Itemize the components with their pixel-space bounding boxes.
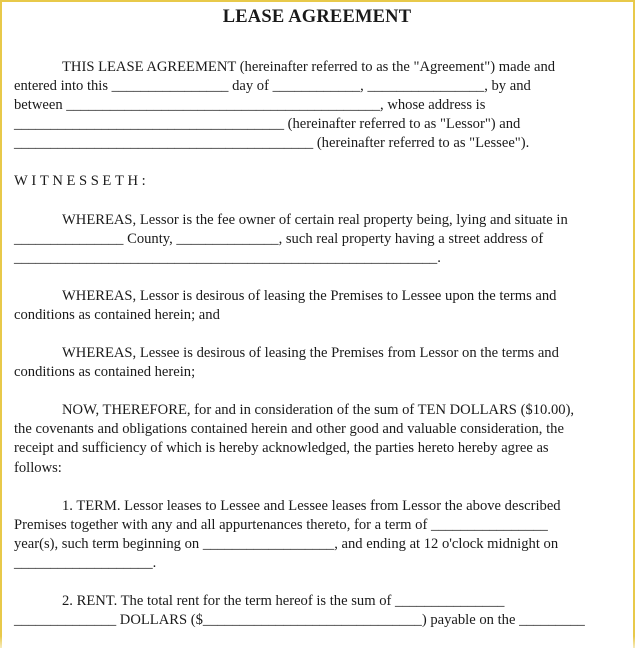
term-line-1: 1. TERM. Lessor leases to Lessee and Lessee leases from Lessor the above described	[62, 497, 561, 514]
whereas-1-line-3: __________________________________________________________.	[14, 249, 441, 266]
whereas-paragraph-1	[14, 211, 620, 268]
intro-line-2: entered into this ________________ day of ____________, ________________, by and	[14, 78, 531, 95]
intro-line-4: _____________________________________ (hereinafter referred to as "Lessor") and	[14, 116, 521, 133]
whereas-2-line-2: conditions as contained herein; and	[14, 306, 220, 323]
whereas-3-line-2: conditions as contained herein;	[14, 364, 196, 381]
now-therefore-paragraph	[14, 401, 620, 477]
intro-line-5: _________________________________________ (hereinafter referred to as "Lessee").	[14, 135, 530, 152]
rent-line-2: ______________ DOLLARS ($______________________________) payable on the _________	[14, 612, 585, 629]
page-fade	[0, 636, 635, 650]
lease-document	[14, 0, 620, 630]
whereas-paragraph-2	[14, 287, 620, 325]
rent-line-1: 2. RENT. The total rent for the term hereof is the sum of _______________	[62, 592, 505, 609]
term-clause	[14, 497, 620, 573]
term-line-4: ___________________.	[14, 554, 157, 571]
term-line-3: year(s), such term beginning on __________________, and ending at 12 o'clock midnight on	[14, 535, 559, 552]
term-line-2: Premises together with any and all appurtenances thereto, for a term of ________________	[14, 516, 548, 533]
now-therefore-line-3: receipt and sufficiency of which is hereby acknowledged, the parties hereto hereby agree as	[14, 440, 549, 457]
whereas-paragraph-3	[14, 344, 620, 382]
intro-paragraph	[14, 58, 620, 153]
rent-clause	[14, 592, 620, 630]
whereas-1-line-2: _______________ County, ______________, such real property having a street address of	[14, 230, 544, 247]
now-therefore-line-1: NOW, THEREFORE, for and in consideration of the sum of TEN DOLLARS ($10.00),	[62, 402, 575, 419]
now-therefore-line-2: the covenants and obligations contained herein and other good and valuable consideration, the	[14, 421, 564, 438]
witnesseth-heading: WITNESSETH:	[14, 173, 150, 190]
now-therefore-line-4: follows:	[14, 459, 62, 476]
whereas-2-line-1: WHEREAS, Lessor is desirous of leasing the Premises to Lessee upon the terms and	[62, 287, 557, 304]
whereas-3-line-1: WHEREAS, Lessee is desirous of leasing the Premises from Lessor on the terms and	[62, 345, 559, 362]
intro-line-3: between ___________________________________________, whose address is	[14, 97, 486, 114]
document-title: LEASE AGREEMENT	[222, 7, 412, 27]
whereas-1-line-1: WHEREAS, Lessor is the fee owner of certain real property being, lying and situate in	[62, 211, 568, 228]
intro-line-1: THIS LEASE AGREEMENT (hereinafter referred to as the "Agreement") made and	[62, 59, 556, 75]
